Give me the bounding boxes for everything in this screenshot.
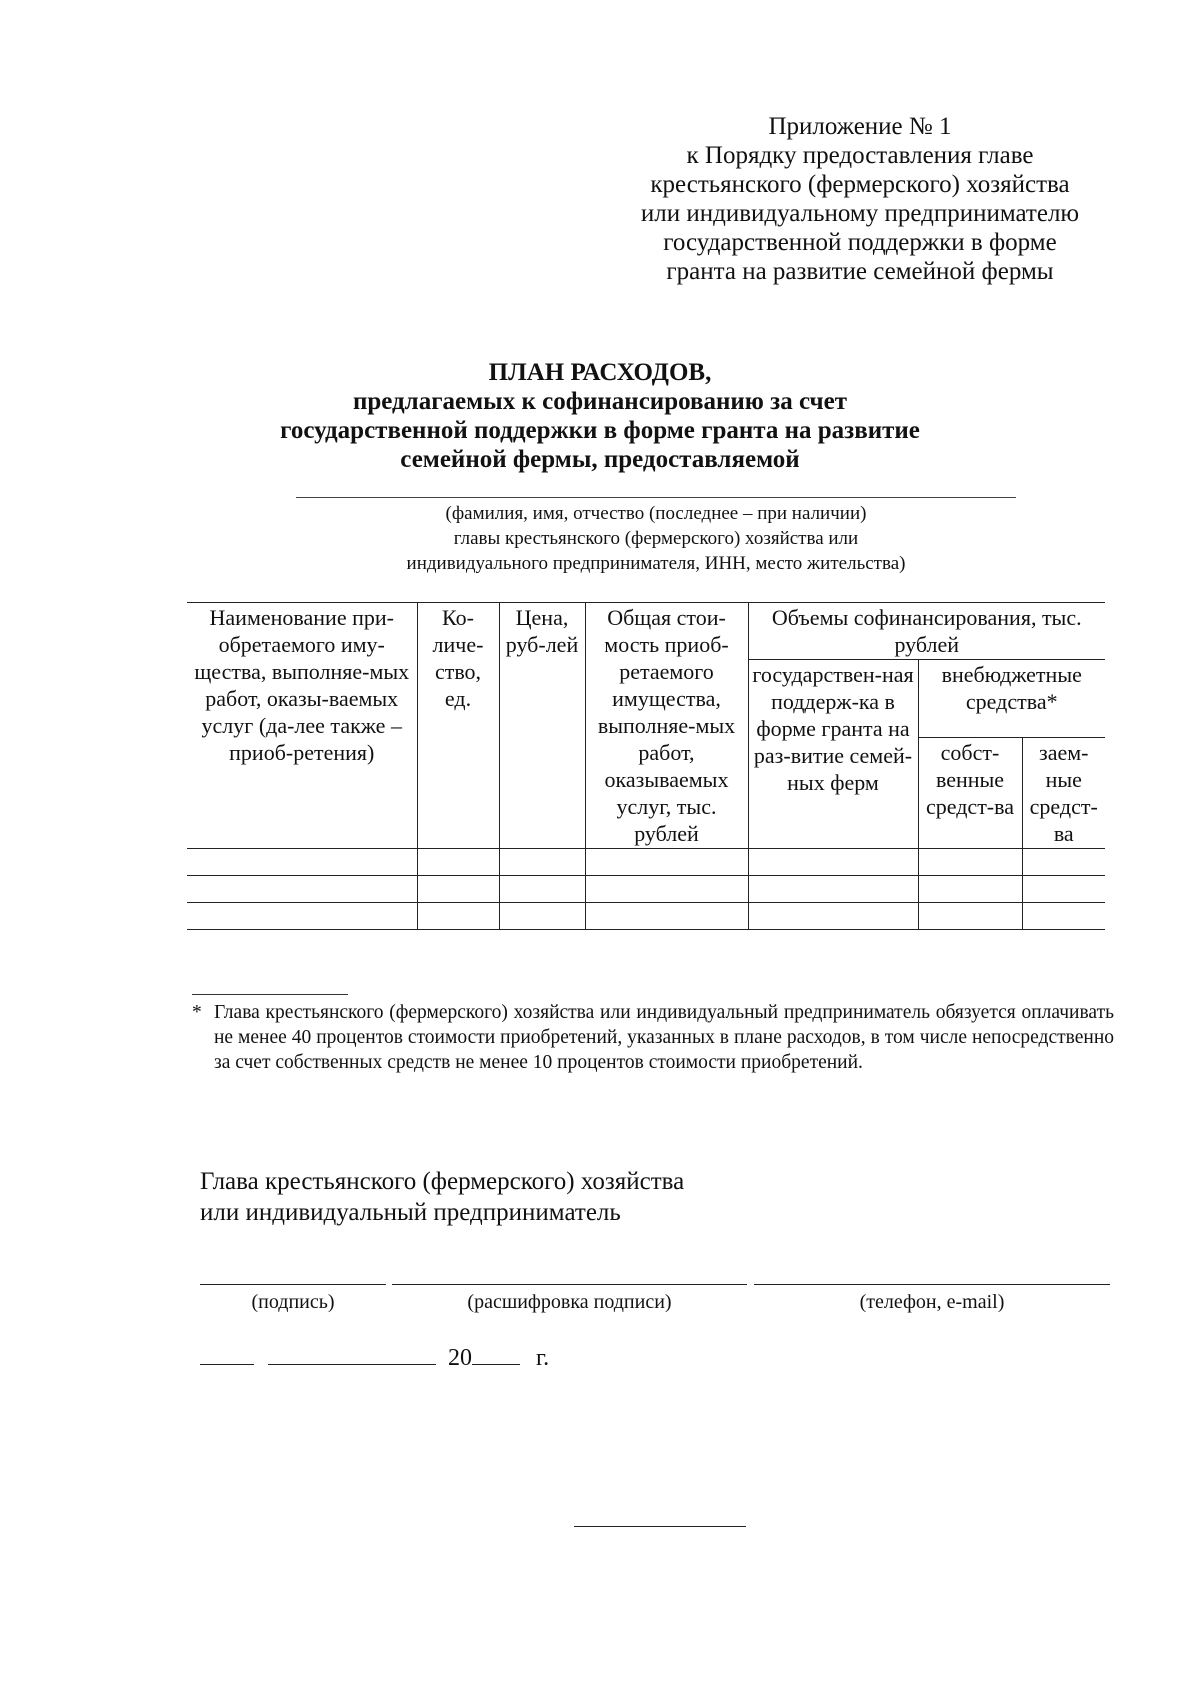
appendix-line: Приложение № 1 — [768, 113, 952, 140]
col-header-quantity: Ко-личе-ство, ед. — [417, 603, 499, 849]
signatory-line: или индивидуальный предприниматель — [200, 1199, 621, 1226]
table-cell[interactable] — [417, 876, 499, 903]
title-line: ПЛАН РАСХОДОВ, — [488, 359, 712, 386]
year-prefix: 20 — [448, 1345, 472, 1371]
table-cell[interactable] — [187, 903, 417, 930]
table-cell[interactable] — [187, 849, 417, 876]
date-row — [200, 1340, 549, 1373]
signature-line[interactable] — [200, 1284, 386, 1285]
table-row — [187, 903, 1105, 930]
table-row — [187, 876, 1105, 903]
table-cell[interactable] — [1022, 876, 1105, 903]
expense-plan-table — [187, 602, 1105, 930]
month-field[interactable] — [268, 1340, 436, 1365]
table-row — [187, 849, 1105, 876]
title-line: государственной поддержки в форме гранта на развитие — [280, 417, 920, 444]
table-cell[interactable] — [918, 903, 1022, 930]
fio-caption-line: главы крестьянского (фермерского) хозяйства или — [453, 528, 859, 549]
appendix-header — [600, 112, 1120, 286]
table-cell[interactable] — [499, 876, 585, 903]
col-header-own-funds: собст-венные средст-ва — [918, 738, 1022, 849]
table-cell[interactable] — [585, 903, 748, 930]
footnote-text: Глава крестьянского (фермерского) хозяйства или индивидуальный предприниматель обязуется оплачивать не менее 40 процентов стоимости приобретений, указанных в плане расходов, в том числе непосредственно за счет собственных средств не менее 10 процентов стоимости приобретений. — [214, 1002, 1114, 1073]
title-line: предлагаемых к софинансированию за счет — [352, 388, 848, 415]
footnote-mark: * — [192, 1002, 202, 1023]
col-header-total-cost: Общая стои-мость приоб-ретаемого имущества, выполняе-мых работ, оказываемых услуг, тыс. рублей — [585, 603, 748, 849]
year-suffix: г. — [536, 1345, 550, 1371]
table-cell[interactable] — [187, 876, 417, 903]
fio-caption — [296, 501, 1016, 576]
fio-caption-line: (фамилия, имя, отчество (последнее – при наличии) — [445, 503, 867, 524]
footnote — [192, 1000, 1114, 1075]
signatory-title — [200, 1166, 684, 1228]
signatory-line: Глава крестьянского (фермерского) хозяйства — [200, 1168, 685, 1195]
col-header-name: Наименование при-обретаемого иму-щества, выполняе-мых работ, оказы-ваемых услуг (да-лее также – приоб-ретения) — [187, 603, 417, 849]
appendix-line: крестьянского (фермерского) хозяйства — [650, 171, 1070, 198]
appendix-line: гранта на развитие семейной фермы — [666, 258, 1054, 285]
day-field[interactable] — [200, 1340, 254, 1365]
col-header-borrowed-funds: заем-ные средст-ва — [1022, 738, 1105, 849]
table-cell[interactable] — [585, 849, 748, 876]
table-cell[interactable] — [748, 903, 918, 930]
table-cell[interactable] — [1022, 903, 1105, 930]
table-cell[interactable] — [748, 849, 918, 876]
table-cell[interactable] — [417, 903, 499, 930]
table-cell[interactable] — [1022, 849, 1105, 876]
footnote-separator — [192, 994, 348, 995]
table-cell[interactable] — [499, 903, 585, 930]
table-cell[interactable] — [918, 876, 1022, 903]
table-cell[interactable] — [585, 876, 748, 903]
signature-decode-line[interactable] — [392, 1284, 747, 1285]
title-line: семейной фермы, предоставляемой — [400, 446, 800, 473]
col-header-offbudget: внебюджетные средства* — [918, 660, 1105, 738]
col-header-cofinancing-volumes: Объемы софинансирования, тыс. рублей — [748, 603, 1105, 660]
table-cell[interactable] — [417, 849, 499, 876]
signature-caption: (подпись) — [251, 1291, 335, 1313]
document-title — [240, 358, 960, 474]
signature-decode-caption: (расшифровка подписи) — [467, 1291, 672, 1313]
year-field[interactable] — [472, 1340, 520, 1365]
appendix-line: к Порядку предоставления главе — [686, 142, 1034, 169]
appendix-line: государственной поддержки в форме — [663, 229, 1057, 256]
fio-fill-line[interactable] — [296, 497, 1016, 498]
table-cell[interactable] — [748, 876, 918, 903]
appendix-line: или индивидуальному предпринимателю — [640, 200, 1080, 227]
col-header-state-support: государствен-ная поддерж-ка в форме гранта на раз-витие семей-ных ферм — [748, 660, 918, 849]
table-cell[interactable] — [918, 849, 1022, 876]
table-cell[interactable] — [499, 849, 585, 876]
phone-email-line[interactable] — [754, 1284, 1110, 1285]
fio-caption-line: индивидуального предпринимателя, ИНН, место жительства) — [406, 553, 906, 574]
col-header-price: Цена, руб-лей — [499, 603, 585, 849]
phone-email-caption: (телефон, e-mail) — [859, 1291, 1005, 1313]
bottom-separator — [574, 1526, 746, 1527]
